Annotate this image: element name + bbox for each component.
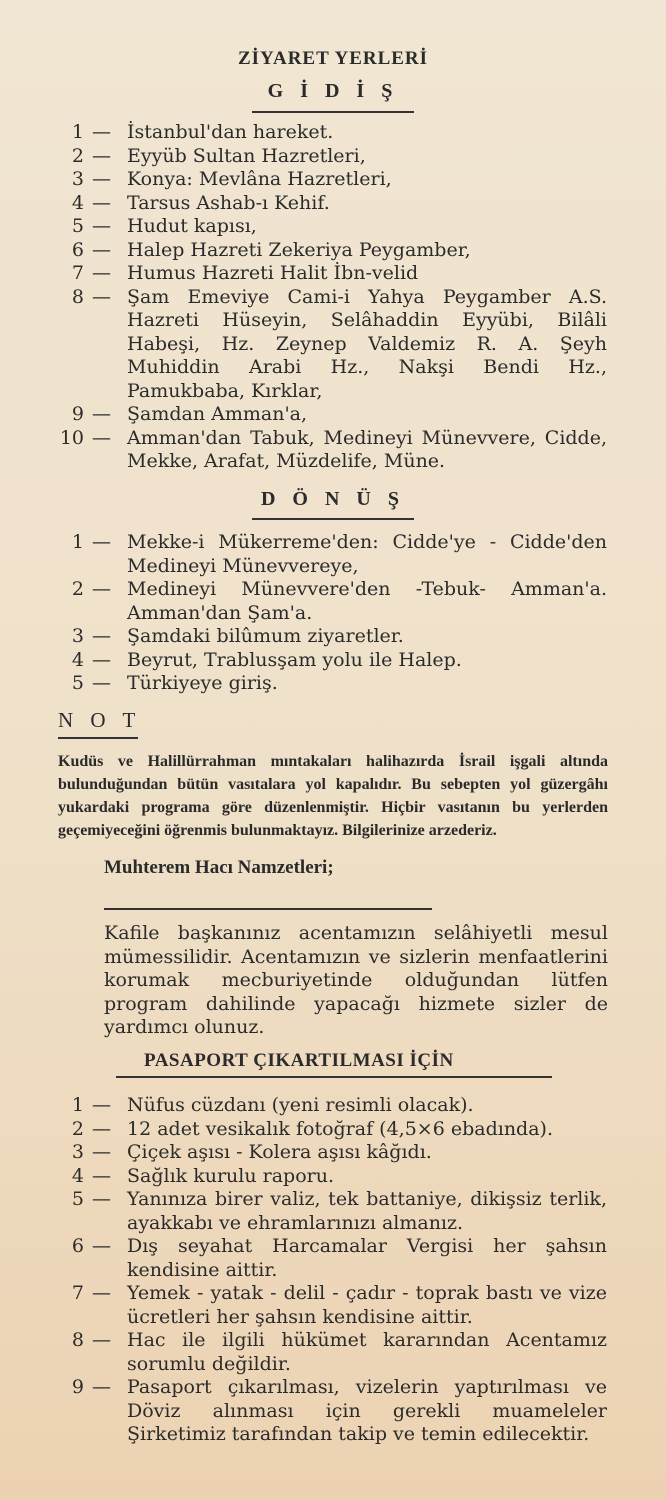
list-item: 5 — Türkiyeye giriş.	[71, 672, 278, 694]
donus-underline	[252, 518, 414, 520]
gidis-list	[0, 121, 666, 474]
donus-heading: D Ö N Ü Ş	[260, 488, 405, 510]
donus-list	[0, 531, 666, 696]
not-heading: N O T	[58, 708, 142, 732]
list-item: 7 — Yemek - yatak - delil - çadır - toprak bastı ve vize ücretleri her şahsın kendisine aittir.	[71, 1282, 607, 1328]
list-item: 9 — Şamdan Amman'a,	[71, 403, 308, 425]
list-item: 4 — Sağlık kurulu raporu.	[71, 1164, 335, 1187]
list-item: 3 — Konya: Mevlâna Hazretleri,	[71, 168, 392, 190]
list-item: 4 — Tarsus Ashab-ı Kehif.	[71, 191, 330, 214]
list-item: 7 — Humus Hazreti Halit İbn-velid	[71, 262, 419, 284]
hacilar-heading: Muhterem Hacı Namzetleri;	[104, 857, 334, 878]
list-item: 8 — Şam Emeviye Cami-i Yahya Peygamber A.S. Hazreti Hüseyin, Selâhaddin Eyyübi, Bilâli Habeşi, Hz. Zeynep Valdemiz R. A. Şeyh Muhiddin Arabi Hz., Nakşi Bendi Hz., Pamukbaba, Kırklar,	[71, 285, 607, 402]
list-item: 9 — Pasaport çıkarılması, vizelerin yaptırılması ve Döviz alınması için gerekli muameleler Şirketimiz tarafından takip ve temin edilecektir.	[71, 1376, 607, 1445]
list-item: 6 — Dış seyahat Harcamalar Vergisi her şahsın kendisine aittir.	[71, 1235, 607, 1281]
list-item: 10 — Amman'dan Tabuk, Medineyi Münevvere, Cidde, Mekke, Arafat, Müzdelife, Müne.	[59, 426, 607, 472]
list-item: 1 — Nüfus cüzdanı (yeni resimli olacak).	[71, 1094, 474, 1116]
list-item: 1 — İstanbul'dan hareket.	[71, 121, 334, 143]
list-item: 6 — Halep Hazreti Zekeriya Peygamber,	[71, 238, 471, 261]
gidis-heading: G İ D İ Ş	[267, 80, 399, 102]
gidis-underline	[252, 111, 414, 113]
list-item: 2 — Eyyüb Sultan Hazretleri,	[71, 144, 366, 167]
list-item: 4 — Beyrut, Trablusşam yolu ile Halep.	[71, 648, 462, 671]
pasaport-list	[0, 1094, 666, 1447]
list-item: 3 — Çiçek aşısı - Kolera aşısı kâğıdı.	[71, 1141, 432, 1163]
list-item: 5 — Hudut kapısı,	[71, 215, 257, 237]
list-item: 2 — Medineyi Münevvere'den -Tebuk- Amman'a. Amman'dan Şam'a.	[71, 578, 607, 624]
list-item: 5 — Yanınıza birer valiz, tek battaniye, dikişsiz terlik, ayakkabı ve ehramlarınızı almanız.	[71, 1188, 607, 1234]
hacilar-paragraph: Kafile başkanınız acentamızın selâhiyetli mesul mümessilidir. Acentamızın ve sizlerin menfaatlerini korumak mecburiyetinde olduğundan lütfen program dahilinde yapacağı hizmete sizler de yardımcı olunuz.	[104, 922, 608, 1038]
pasaport-underline	[116, 1076, 552, 1078]
note-paragraph: Kudüs ve Halillürrahman mıntakaları halihazırda İsrail işgali altında bulunduğundan bütün vasıtalara yol kapalıdır. Bu sebepten yol güzergâhı yukardaki programa göre düzenlenmiştir. Hiçbir vasıtanın bu yerlerden geçemiyeceğini öğrenmis bulunmaktayız. Bilgilerinize arzederiz.	[58, 753, 608, 839]
list-item: 2 — 12 adet vesikalık fotoğraf (4,5×6 ebadında).	[71, 1117, 553, 1140]
list-item: 8 — Hac ile ilgili hükümet kararından Acentamız sorumlu değildir.	[71, 1329, 607, 1375]
not-underline	[58, 737, 138, 739]
page-title: ZİYARET YERLERİ	[237, 48, 429, 69]
pasaport-heading: PASAPORT ÇIKARTILMASI İÇİN	[144, 1050, 454, 1071]
hacilar-underline	[104, 908, 432, 910]
list-item: 3 — Şamdaki bilûmum ziyaretler.	[71, 625, 404, 647]
list-item: 1 — Mekke-i Mükerreme'den: Cidde'ye - Cidde'den Medineyi Münevvereye,	[71, 531, 607, 577]
